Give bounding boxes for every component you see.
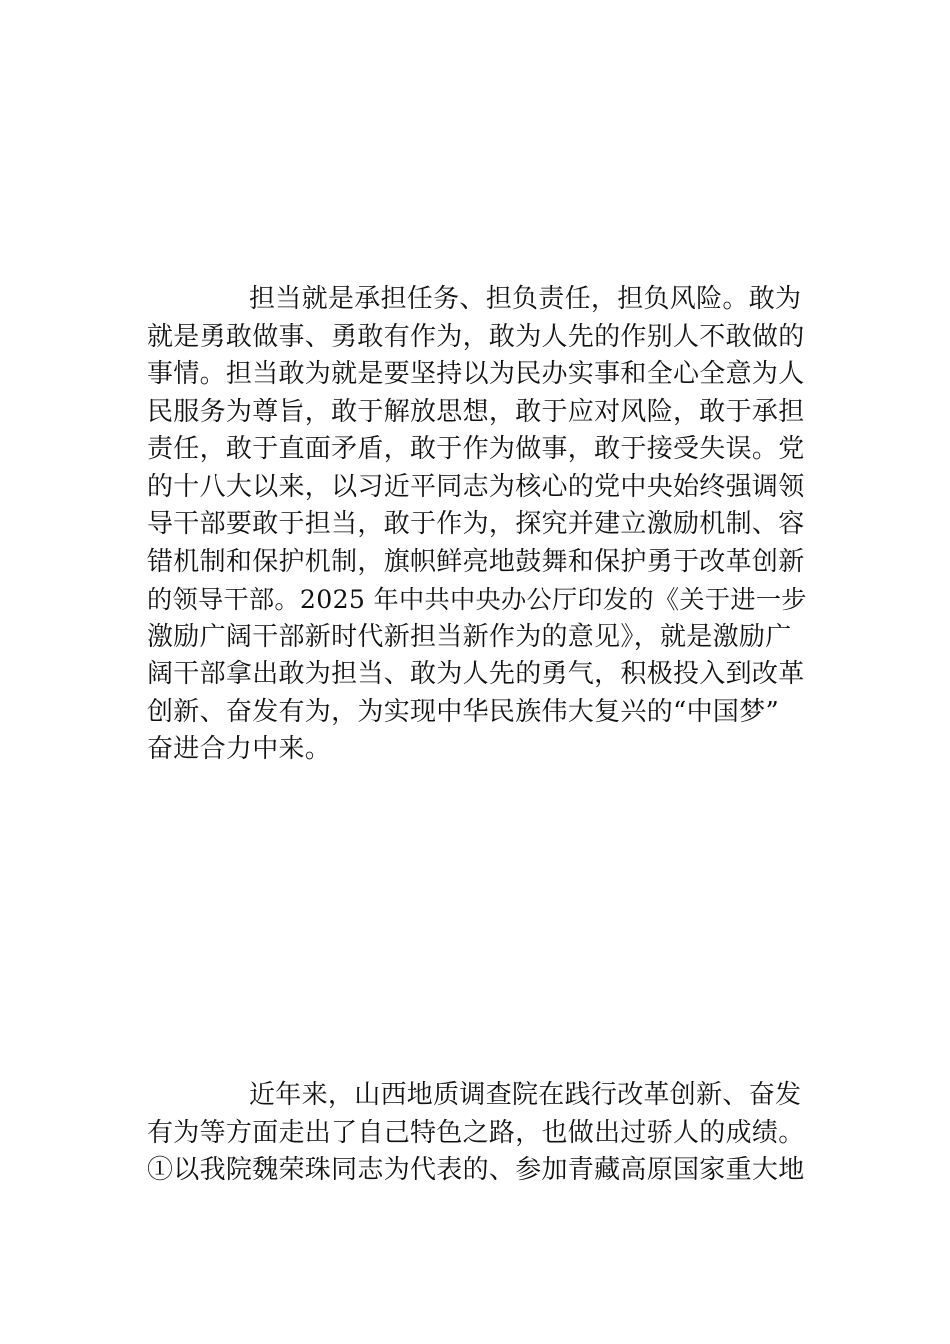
text-line: 担当就是承担任务、担负责任，担负风险。敢为 <box>249 284 802 314</box>
text-line: 导干部要敢于担当，敢于作为，探究并建立激励机制、容 <box>147 509 805 539</box>
paragraph-responsibility <box>147 281 807 769</box>
text-line: 阔干部拿出敢为担当、敢为人先的勇气，积极投入到改革 <box>147 659 805 689</box>
text-line: 事情。担当敢为就是要坚持以为民办实事和全心全意为人 <box>147 359 805 389</box>
text-line: 有为等方面走出了自己特色之路，也做出过骄人的成绩。 <box>147 1117 805 1148</box>
paragraph-institute <box>147 1077 807 1190</box>
text-line: 激励广阔干部新时代新担当新作为的意见》，就是激励广 <box>147 621 792 652</box>
text-line: 的领导干部。2025 年中共中央办公厅印发的《关于进一步 <box>147 585 807 614</box>
text-line: 错机制和保护机制，旗帜鲜亮地鼓舞和保护勇于改革创新 <box>147 546 805 577</box>
text-line: 近年来，山西地质调查院在践行改革创新、奋发 <box>249 1080 802 1110</box>
text-line: 的十八大以来，以习近平同志为核心的党中央始终强调领 <box>147 471 805 502</box>
text-line: 就是勇敢做事、勇敢有作为，敢为人先的作别人不敢做的 <box>147 321 805 352</box>
text-line: 创新、奋发有为，为实现中华民族伟大复兴的“中国梦” <box>147 696 780 727</box>
text-line: ①以我院魏荣珠同志为代表的、参加青藏高原国家重大地 <box>147 1155 805 1185</box>
text-line: 责任，敢于直面矛盾，敢于作为做事，敢于接受失误。党 <box>147 434 805 464</box>
text-line: 奋进合力中来。 <box>147 734 332 764</box>
text-line: 民服务为尊旨，敢于解放思想，敢于应对风险，敢于承担 <box>147 396 805 427</box>
